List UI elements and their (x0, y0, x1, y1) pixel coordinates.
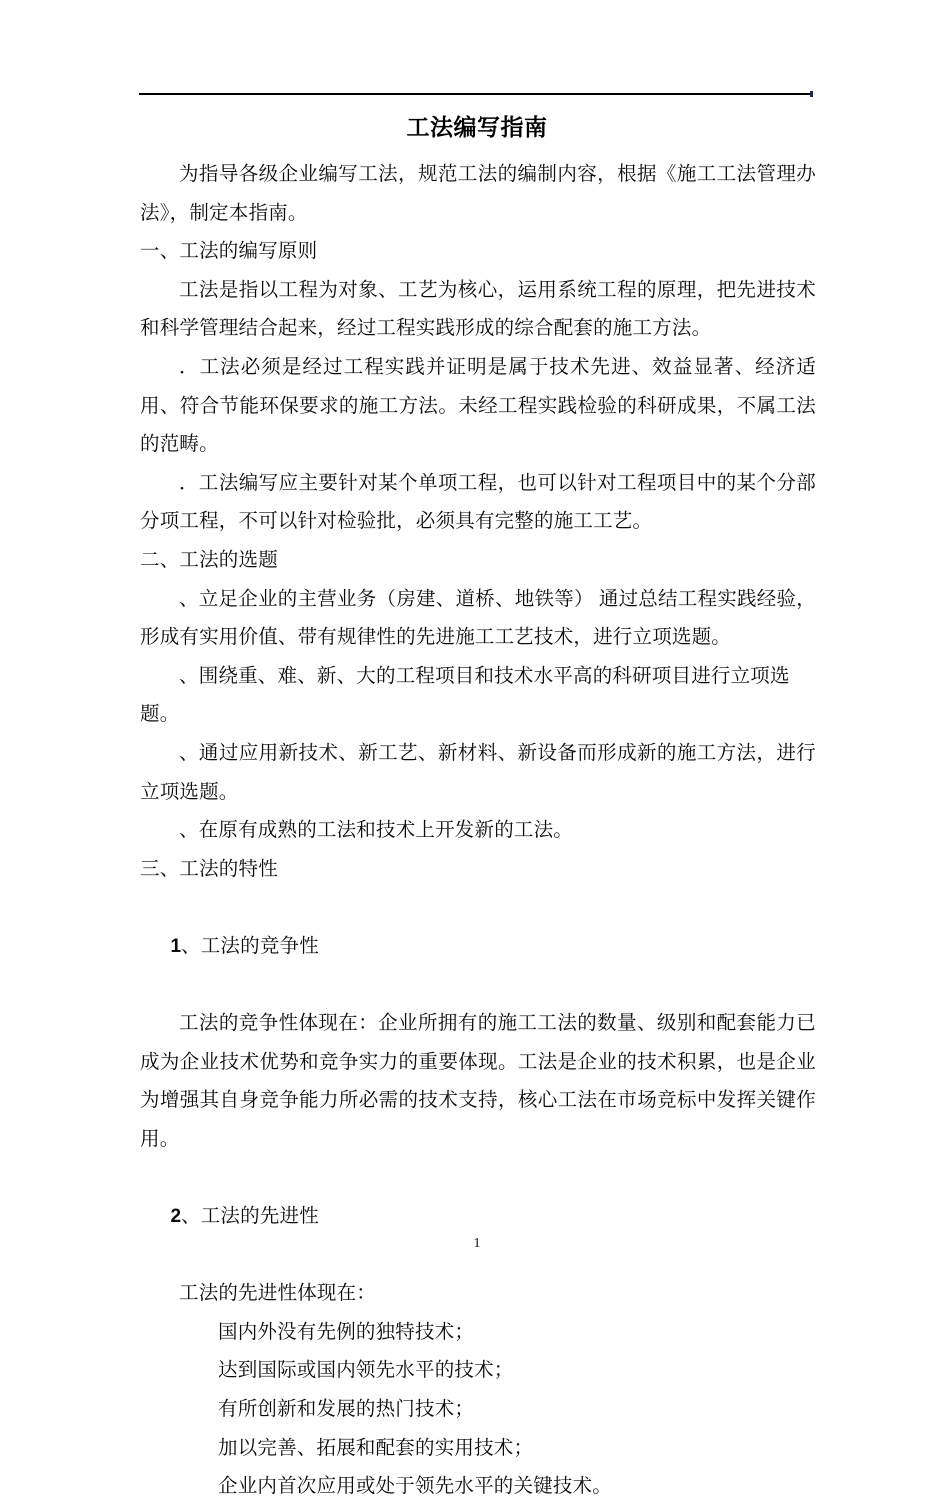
subsection-heading-1 (140, 889, 816, 1005)
subsection-2-lead: 工法的先进性体现在： (179, 1283, 377, 1305)
section-1-paragraph-1: 工法是指以工程为对象、工艺为核心，运用系统工程的原理，把先进技术和科学管理结合起来，经过工程实践形成的综合配套的施工方法。 (140, 279, 816, 340)
section-2-item-4: 、在原有成熟的工法和技术上开发新的工法。 (179, 820, 574, 842)
subsection-number-1: 1 (170, 935, 182, 957)
section-heading-1: 一、工法的编写原则 (140, 241, 318, 263)
section-1-paragraph-2: ．工法必须是经过工程实践并证明是属于技术先进、效益显著、经济适用、符合节能环保要求的施工方法。未经工程实践检验的科研成果，不属工法的范畴。 (140, 356, 816, 456)
header-rule-line (139, 93, 810, 95)
subsection-title-2: 工法的先进性 (200, 1206, 319, 1228)
section-heading-2: 二、工法的选题 (140, 549, 278, 571)
subsection-separator-1: 、 (181, 935, 201, 957)
header-rule-end-tick (810, 91, 813, 97)
section-2-item-2: 、围绕重、难、新、大的工程项目和技术水平高的科研项目进行立项选题。 (140, 665, 790, 726)
subsection-2-list-item-1: 国内外没有先例的独特技术； (218, 1321, 475, 1343)
section-2-item-3: 、通过应用新技术、新工艺、新材料、新设备而形成新的施工方法，进行立项选题。 (140, 742, 816, 803)
intro-paragraph: 为指导各级企业编写工法，规范工法的编制内容，根据《施工工法管理办法》，制定本指南。 (140, 164, 816, 224)
section-heading-3: 三、工法的特性 (140, 858, 278, 880)
subsection-number-2: 2 (170, 1206, 182, 1228)
page-header (139, 86, 815, 98)
subsection-2-list-item-4: 加以完善、拓展和配套的实用技术； (218, 1437, 534, 1459)
subsection-2-list-item-3: 有所创新和发展的热门技术； (218, 1399, 475, 1420)
subsection-2-list-item-2: 达到国际或国内领先水平的技术； (218, 1360, 514, 1382)
subsection-heading-2 (140, 1159, 816, 1275)
page-title: 工法编写指南 (406, 114, 548, 140)
subsection-separator-2: 、 (181, 1206, 201, 1228)
subsection-2-list-item-5: 企业内首次应用或处于领先水平的关键技术。 (218, 1476, 613, 1498)
subsection-1-body: 工法的竞争性体现在：企业所拥有的施工工法的数量、级别和配套能力已成为企业技术优势和竞争实力的重要体现。工法是企业的技术积累，也是企业为增强其自身竞争能力所必需的技术支持，核心工法在市场竞标中发挥关键作用。 (140, 1013, 816, 1150)
page-number: 1 (473, 1236, 481, 1251)
document-body (140, 156, 816, 1507)
subsection-title-1: 工法的竞争性 (200, 935, 319, 957)
section-1-paragraph-3: ．工法编写应主要针对某个单项工程，也可以针对工程项目中的某个分部分项工程，不可以针对检验批，必须具有完整的施工工艺。 (140, 472, 816, 533)
section-2-item-1: 、立足企业的主营业务（房建、道桥、地铁等） 通过总结工程实践经验，形成有实用价值、带有规律性的先进施工工艺技术，进行立项选题。 (140, 588, 816, 649)
